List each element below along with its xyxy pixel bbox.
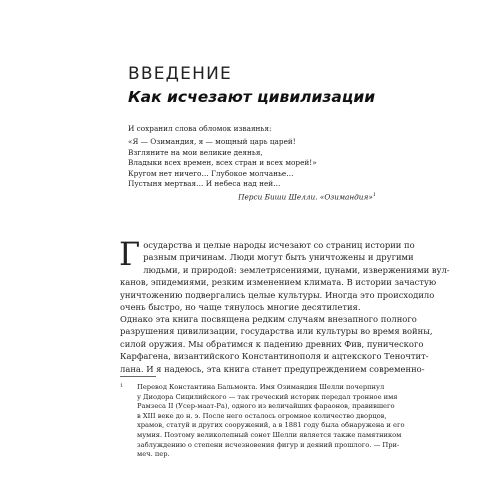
text-line: осударства и целые народы исчезают со страниц истории по (143, 240, 415, 250)
text-line: лана. И я надеюсь, эта книга станет предупреждением современно- (120, 363, 425, 374)
footnote-ref: 1 (372, 192, 376, 199)
attribution-text: Перси Биши Шелли. «Озимандия» (238, 192, 373, 202)
footnote-line: меч. пер. (137, 450, 170, 459)
footnote-line: заблуждению о степени исчезновения фигур и деяний прошлого. — При- (137, 440, 400, 449)
text-line: уничтожению подвергались целые культуры. Иногда это происходило (120, 289, 435, 300)
footnote-line: в XIII веке до н. э. После него осталось огромное количество дворцов, (137, 411, 387, 420)
chapter-title: Как исчезают цивилизации (128, 88, 376, 106)
footnote-line: Рамзеса II (Усер-маат-Ра), одного из величайших фараонов, правившего (137, 402, 395, 411)
epigraph-line: Пустыня мертвая… И небеса над ней… (128, 179, 281, 189)
paragraph-2 (120, 313, 433, 375)
paragraph-1 (119, 235, 450, 313)
footnote-number: 1 (120, 383, 124, 389)
footnote-line: у Диодора Сицилийского — так греческий историк передал тронное имя (137, 392, 398, 401)
epigraph-line: Кругом нет ничего… Глубокое молчанье… (128, 168, 294, 178)
drop-cap: Г (119, 235, 141, 273)
footnote (120, 383, 405, 460)
epigraph-intro: И сохранил слова обломок изваянья: (128, 124, 272, 133)
epigraph-line: Владыки всех времен, всех стран и всех морей!» (128, 158, 317, 168)
epigraph-attribution (128, 190, 376, 203)
epigraph-line: Взгляните на мои великие деянья, (128, 147, 263, 157)
text-line: разным причинам. Люди могут быть уничтожены и другими (143, 252, 414, 263)
footnote-divider (120, 376, 156, 377)
text-line: очень быстро, но чаще тянулось многие десятилетия. (120, 302, 361, 313)
footnote-line: храмов, статуй и других сооружений, а в 1881 году была обнаружена и его (137, 421, 405, 430)
text-line: Карфагена, византийского Константинополя и ацтекского Теночтит- (120, 351, 429, 362)
text-line: силой оружия. Мы обратимся к падению древних Фив, пунического (120, 338, 424, 349)
text-line: разрушения цивилизации, государства или культуры во время войны, (120, 326, 433, 337)
chapter-label: ВВЕДЕНИЕ (128, 64, 232, 84)
text-line: людьми, и природой: землетрясениями, цунами, извержениями вул- (143, 264, 450, 275)
text-line: канов, эпидемиями, резким изменением климата. В истории зачастую (120, 277, 437, 288)
epigraph (128, 124, 378, 203)
epigraph-line: «Я — Озимандия, я — мощный царь царей! (128, 137, 296, 147)
text-line: Однако эта книга посвящена редким случаям внезапного полного (120, 314, 417, 324)
footnote-line: Перевод Константина Бальмонта. Имя Озимандия Шелли почерпнул (137, 383, 385, 391)
footnote-line: мумия. Поэтому великолепный сонет Шелли является также памятником (137, 430, 402, 439)
